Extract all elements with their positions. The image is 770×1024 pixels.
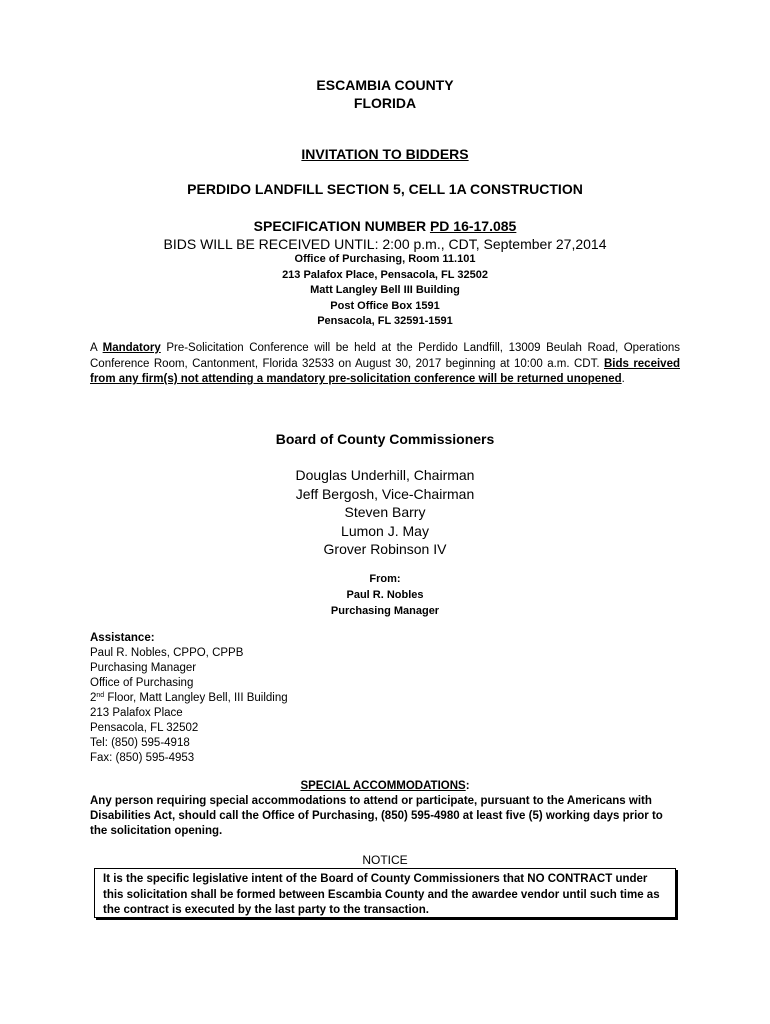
- assistance-city: Pensacola, FL 32502: [90, 722, 199, 734]
- commissioner: Jeff Bergosh, Vice-Chairman: [295, 485, 475, 502]
- assistance-tel: Tel: (850) 595-4918: [90, 737, 190, 749]
- county-title: [90, 76, 680, 112]
- assistance-street: 213 Palafox Place: [90, 707, 183, 719]
- office-line: Matt Langley Bell III Building: [310, 284, 460, 296]
- from-name: Paul R. Nobles: [346, 589, 424, 601]
- assistance-name: Paul R. Nobles, CPPO, CPPB: [90, 647, 244, 659]
- conference-paragraph: [90, 341, 680, 388]
- office-line: Post Office Box 1591: [330, 299, 440, 312]
- special-heading-colon: :: [465, 780, 470, 792]
- commissioner: Douglas Underhill, Chairman: [295, 467, 475, 483]
- from-title: Purchasing Manager: [330, 605, 440, 617]
- assistance-block: [90, 631, 680, 766]
- notice-label: NOTICE: [362, 853, 408, 867]
- bids-deadline: BIDS WILL BE RECEIVED UNTIL: 2:00 p.m., CDT, September 27,2014: [163, 236, 607, 252]
- floor-building: Floor, Matt Langley Bell, III Building: [104, 692, 288, 704]
- office-line: Office of Purchasing, Room 11.101: [294, 253, 476, 265]
- office-line: Pensacola, FL 32591-1591: [317, 315, 453, 327]
- special-heading-text: SPECIAL ACCOMMODATIONS: [300, 780, 466, 792]
- assistance-floor: [90, 691, 680, 706]
- from-label: From:: [369, 573, 401, 585]
- conference-suffix: .: [621, 373, 625, 385]
- office-line: 213 Palafox Place, Pensacola, FL 32502: [282, 268, 488, 281]
- conference-prefix: A: [90, 342, 103, 354]
- notice-box: [94, 868, 676, 918]
- assistance-office: Office of Purchasing: [90, 677, 194, 689]
- mandatory-word: Mandatory: [102, 342, 161, 354]
- floor-number: 2: [90, 692, 97, 704]
- commissioners-list: [90, 466, 680, 559]
- commissioner: Lumon J. May: [341, 522, 429, 539]
- spec-number: PD 16-17.085: [429, 218, 517, 234]
- assistance-heading: Assistance:: [90, 632, 155, 644]
- conference-text: Pre-Solicitation Conference will be held at the Perdido Landfill, 13009 Beulah Road, Operations Conference Room, Cantonment, Florida 32533 on August 30, 2017 beginning at 10:00 a.m. CDT.: [90, 342, 680, 370]
- commissioner: Grover Robinson IV: [323, 541, 447, 557]
- special-heading: [90, 779, 680, 794]
- special-accommodations: [90, 779, 680, 839]
- board-heading: Board of County Commissioners: [275, 431, 495, 447]
- commissioner: Steven Barry: [344, 504, 426, 520]
- assistance-fax: Fax: (850) 595-4953: [90, 752, 195, 764]
- special-body: Any person requiring special accommodations to attend or participate, pursuant to the Americans with Disabilities Act, should call the Office of Purchasing, (850) 595-4980 at least five (5) working days prior to the solicitation opening.: [90, 795, 663, 837]
- from-block: [90, 571, 680, 619]
- assistance-title: Purchasing Manager: [90, 662, 197, 674]
- conference-warning: Bids received from any firm(s) not attending a mandatory pre-solicitation conference will be returned unopened: [90, 357, 680, 385]
- floor-ordinal: nd: [96, 692, 105, 699]
- project-title: PERDIDO LANDFILL SECTION 5, CELL 1A CONSTRUCTION: [187, 181, 583, 197]
- county-name: ESCAMBIA COUNTY: [316, 77, 454, 93]
- invitation-heading: INVITATION TO BIDDERS: [301, 146, 469, 162]
- state-name: FLORIDA: [353, 95, 417, 111]
- office-address: [90, 252, 680, 330]
- spec-label: SPECIFICATION NUMBER: [253, 218, 430, 234]
- spec-number-line: [90, 218, 680, 234]
- notice-text: It is the specific legislative intent of the Board of County Commissioners that NO CONTRACT under this solicitation shall be formed between Escambia County and the awardee vendor until such time as the contract is executed by the last party to the transaction.: [103, 873, 660, 916]
